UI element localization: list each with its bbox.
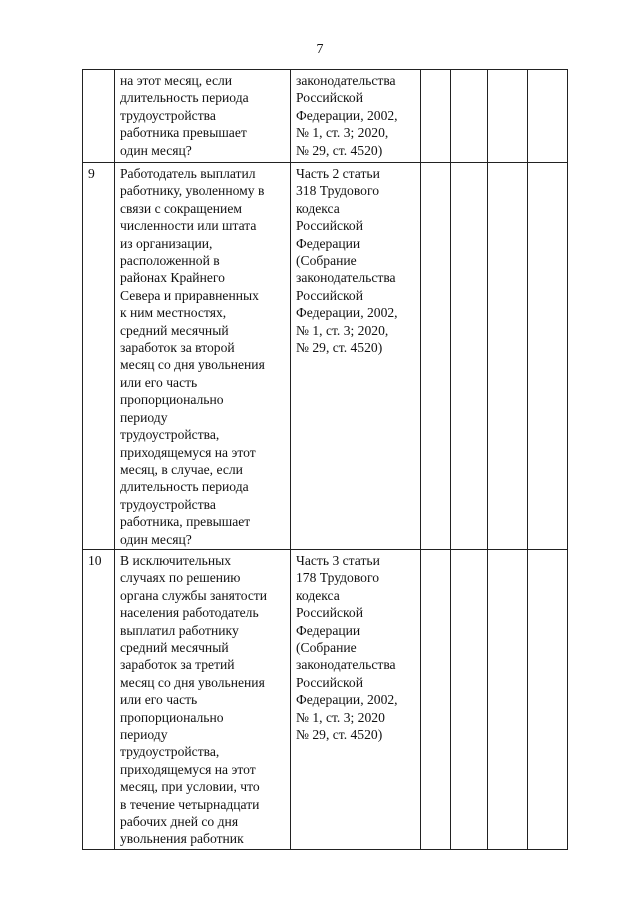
not-applicable-cell	[488, 70, 528, 163]
answer-no-cell	[451, 70, 488, 163]
question-cell: на этот месяц, если длительность периода трудоустройства работника превышает один месяц?	[115, 70, 291, 163]
page-number: 7	[316, 42, 324, 57]
answer-no-cell	[451, 163, 488, 550]
table-row	[83, 549, 568, 849]
remarks-cell	[528, 70, 568, 163]
not-applicable-cell	[488, 163, 528, 550]
answer-no-cell	[451, 549, 488, 849]
question-cell: Работодатель выплатил работнику, уволенному в связи с сокращением численности или штата из организации, расположенной в районах Крайнего Севера и приравненных к ним местностях, средний месячный заработок за второй месяц со дня увольнения или его часть пропорционально периоду трудоустройства, приходящемуся на этот месяц, в случае, если длительность периода трудоустройства работника, превышает один месяц?	[115, 163, 291, 550]
question-cell: В исключительных случаях по решению органа службы занятости населения работодатель выплатил работнику средний месячный заработок за третий месяц со дня увольнения или его часть пропорционально периоду трудоустройства, приходящемуся на этот месяц, при условии, что в течение четырнадцати рабочих дней со дня увольнения работник	[115, 549, 291, 849]
legal-reference-cell: законодательства Российской Федерации, 2002, № 1, ст. 3; 2020, № 29, ст. 4520)	[291, 70, 421, 163]
table-row	[83, 70, 568, 163]
checklist-table	[82, 69, 568, 850]
remarks-cell	[528, 163, 568, 550]
row-number-cell: 10	[83, 549, 115, 849]
answer-yes-cell	[421, 70, 451, 163]
row-number-cell	[83, 70, 115, 163]
legal-reference-cell: Часть 3 статьи 178 Трудового кодекса Российской Федерации (Собрание законодательства Российской Федерации, 2002, № 1, ст. 3; 2020 № 29, ст. 4520)	[291, 549, 421, 849]
not-applicable-cell	[488, 549, 528, 849]
remarks-cell	[528, 549, 568, 849]
row-number-cell: 9	[83, 163, 115, 550]
answer-yes-cell	[421, 549, 451, 849]
legal-reference-cell: Часть 2 статьи 318 Трудового кодекса Российской Федерации (Собрание законодательства Российской Федерации, 2002, № 1, ст. 3; 2020, № 29, ст. 4520)	[291, 163, 421, 550]
table-row	[83, 163, 568, 550]
answer-yes-cell	[421, 163, 451, 550]
